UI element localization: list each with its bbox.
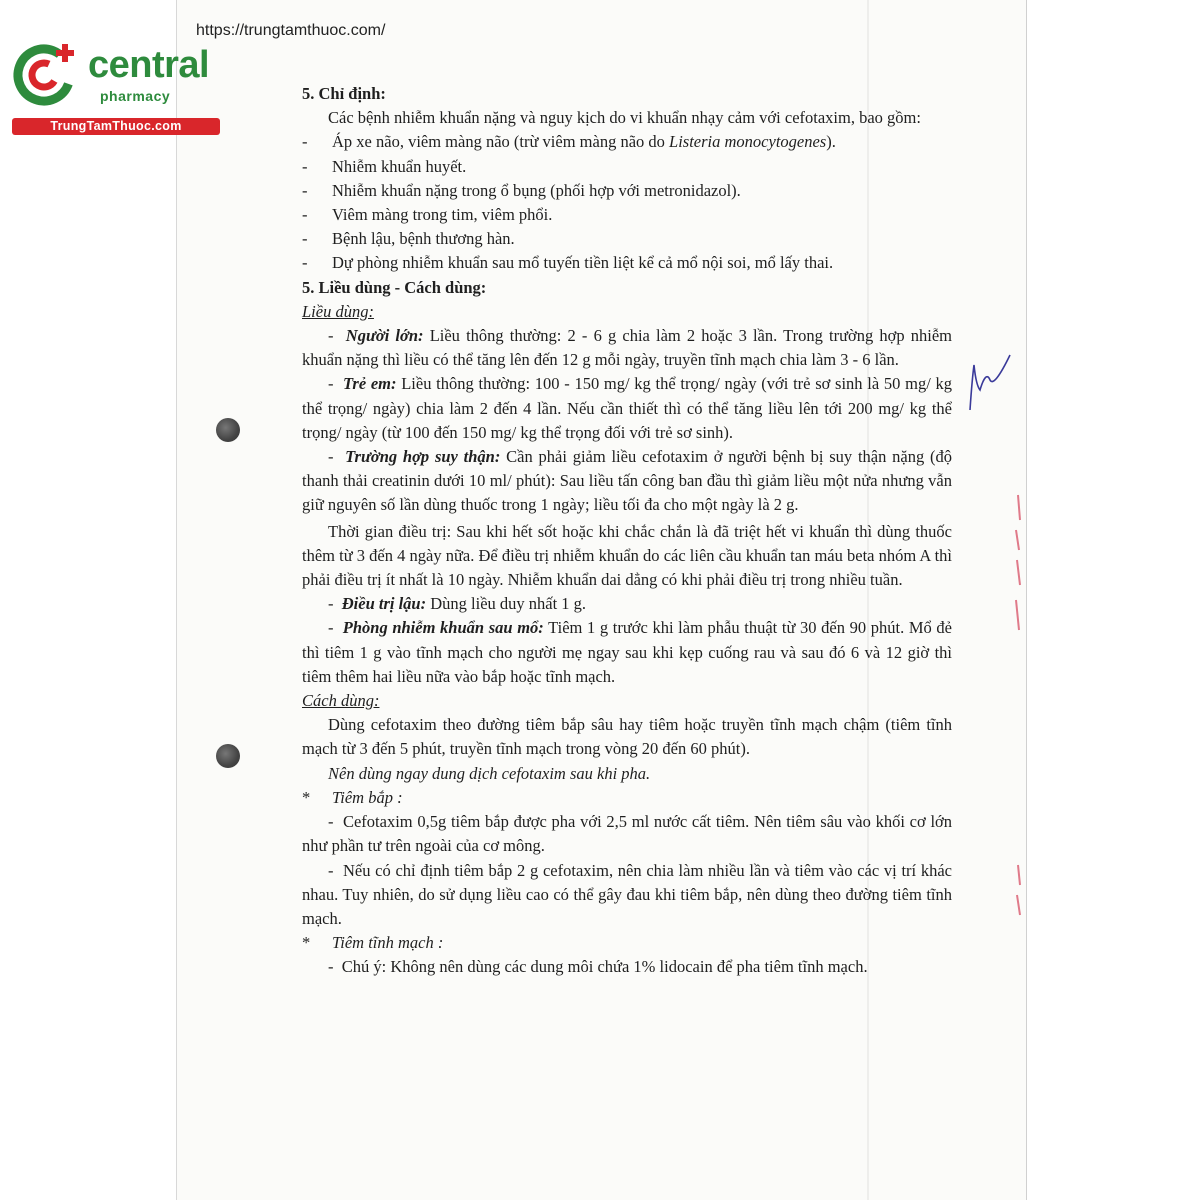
source-url[interactable]: https://trungtamthuoc.com/ (196, 22, 386, 39)
list-dash: - (302, 180, 308, 200)
renal-label: Trường hợp suy thận: (345, 447, 501, 467)
indication-text: Viêm màng trong tim, viêm phổi. (332, 205, 553, 225)
im-note-1: - Cefotaxim 0,5g tiêm bắp được pha với 2,5 ml nước cất tiêm. Nên tiêm sâu vào khối cơ lớn như phần tư trên ngoài của cơ mông. (302, 812, 953, 856)
list-dash: - (302, 156, 308, 176)
im-note-2: - Nếu có chỉ định tiêm bắp 2 g cefotaxim, nên chia làm nhiều lần và tiêm vào các vị trí khác nhau. Tuy nhiên, do sử dụng liều cao có thể gây đau khi tiêm bắp, nên dùng theo đường tiêm tĩnh mạch. (302, 860, 952, 928)
treatment-duration: Thời gian điều trị: Sau khi hết sốt hoặc khi chắc chắn là đã triệt hết vi khuẩn thì dùng thuốc thêm từ 3 đến 4 ngày nữa. Để điều trị nhiễm khuẩn do các liên cầu khuẩn tan máu beta nhóm A thì phải điều trị ít nhất là 10 ngày. Nhiễm khuẩn dai dẳng có khi phải điều trị trong nhiều tuần. (302, 521, 952, 590)
red-stamp-edge (1010, 490, 1024, 640)
section-title-dosage: 5. Liều dùng - Cách dùng: (302, 277, 487, 297)
child-text: Liều thông thường: 100 - 150 mg/ kg thể trọng/ ngày (với trẻ sơ sinh là 50 mg/ kg thể trọng/ ngày) chia làm 2 đến 4 lần. Nếu cần thiết thì có thể tăng liều lên tới 200 mg/ kg thể trọng/ ngày (từ 100 đến 150 mg/ kg thể trọng đối với trẻ sơ sinh). (302, 374, 952, 442)
indication-text: Nhiễm khuẩn nặng trong ổ bụng (phối hợp với metronidazol). (332, 180, 741, 200)
dosage-prophylaxis: - Phòng nhiễm khuẩn sau mổ: Tiêm 1 g trước khi làm phẫu thuật từ 30 đến 90 phút. Mổ đẻ thì tiêm 1 g vào tĩnh mạch cho người mẹ ngay sau khi kẹp cuống rau và sau đó 6 và 12 giờ thì tiêm thêm hai liều nữa vào bắp hoặc tĩnh mạch. (302, 618, 952, 686)
list-dash: - (302, 132, 308, 152)
indication-item (302, 130, 952, 154)
indication-text: Áp xe não, viêm màng não (trừ viêm màng não do Listeria monocytogenes). (332, 132, 836, 152)
dosage-adult: - Người lớn: Liều thông thường: 2 - 6 g chia làm 2 hoặc 3 lần. Trong trường hợp nhiễm khuẩn nặng thì liều có thể tăng lên đến 12 g mỗi ngày, truyền tĩnh mạch chia làm 3 - 6 lần. (302, 326, 952, 370)
indications-intro: Các bệnh nhiễm khuẩn nặng và nguy kịch do vi khuẩn nhạy cảm với cefotaxim, bao gồm: (328, 108, 921, 128)
indication-item (302, 155, 952, 179)
adult-label: Người lớn: (345, 326, 424, 346)
im-heading: * Tiêm bắp : (302, 787, 403, 807)
use-immediately-note: Nên dùng ngay dung dịch cefotaxim sau khi pha. (328, 763, 651, 783)
indication-text: Bệnh lậu, bệnh thương hàn. (332, 229, 515, 249)
punch-hole (216, 418, 240, 442)
indication-item (302, 227, 952, 251)
list-dash: - (302, 205, 308, 225)
indication-item (302, 179, 952, 203)
gono-text: Dùng liều duy nhất 1 g. (426, 594, 587, 614)
indication-item (302, 203, 952, 227)
iv-note-1: - Chú ý: Không nên dùng các dung môi chứa 1% lidocain để pha tiêm tĩnh mạch. (328, 957, 868, 977)
adult-text: Liều thông thường: 2 - 6 g chia làm 2 hoặc 3 lần. Trong trường hợp nhiễm khuẩn nặng thì liều có thể tăng lên đến 12 g mỗi ngày, truyền tĩnh mạch chia làm 3 - 6 lần. (302, 326, 952, 370)
iv-heading: * Tiêm tĩnh mạch : (302, 933, 444, 953)
logo-banner: TrungTamThuoc.com (12, 118, 220, 135)
red-stamp-edge (1012, 860, 1024, 920)
dosage-renal: - Trường hợp suy thận: Cần phải giảm liều cefotaxim ở người bệnh bị suy thận nặng (độ thanh thải creatinin dưới 10 ml/ phút): Sau liều tấn công ban đầu thì giảm liều một nửa nhưng vẫn giữ nguyên số lần dùng thuốc trong 1 ngày; liều tối đa cho một ngày là 2 g. (302, 447, 952, 515)
dosage-gonorrhea: - Điều trị lậu: Dùng liều duy nhất 1 g. (328, 594, 587, 614)
indications-list (302, 130, 952, 275)
logo-name: central (88, 44, 210, 86)
signature-mark (960, 350, 1020, 420)
renal-text: Cần phải giảm liều cefotaxim ở người bệnh bị suy thận nặng (độ thanh thải creatinin dưới 10 ml/ phút): Sau liều tấn công ban đầu thì giảm liều một nửa nhưng vẫn giữ nguyên số lần dùng thuốc trong 1 ngày; liều tối đa cho một ngày là 2 g. (302, 447, 952, 515)
indication-text: Dự phòng nhiễm khuẩn sau mổ tuyến tiền liệt kể cả mổ nội soi, mổ lấy thai. (332, 253, 834, 273)
dosage-child: - Trẻ em: Liều thông thường: 100 - 150 mg/ kg thể trọng/ ngày (với trẻ sơ sinh là 50 mg/ kg thể trọng/ ngày) chia làm 2 đến 4 lần. Nếu cần thiết thì có thể tăng liều lên tới 200 mg/ kg thể trọng/ ngày (từ 100 đến 150 mg/ kg thể trọng đối với trẻ sơ sinh). (302, 374, 952, 442)
prophy-text: Tiêm 1 g trước khi làm phẫu thuật từ 30 đến 90 phút. Mổ đẻ thì tiêm 1 g vào tĩnh mạch cho người mẹ ngay sau khi kẹp cuống rau và sau đó 6 và 12 giờ thì tiêm thêm hai liều nữa vào bắp hoặc tĩnh mạch. (302, 618, 952, 686)
document-body (302, 82, 952, 980)
dosage-subheading: Liều dùng: (302, 301, 374, 321)
indication-text: Nhiễm khuẩn huyết. (332, 156, 467, 176)
logo-subtitle: pharmacy (100, 88, 171, 104)
section-title-indications: 5. Chỉ định: (302, 84, 386, 103)
administration-subheading: Cách dùng: (302, 691, 380, 711)
pharmacy-cross-icon (10, 38, 82, 108)
list-dash: - (302, 229, 308, 249)
prophy-label: Phòng nhiễm khuẩn sau mổ: (342, 618, 544, 638)
route-text: Dùng cefotaxim theo đường tiêm bắp sâu hay tiêm hoặc truyền tĩnh mạch chậm (tiêm tĩnh mạch từ 3 đến 5 phút, truyền tĩnh mạch trong vòng 20 đến 60 phút). (302, 715, 952, 759)
child-label: Trẻ em: (342, 374, 397, 394)
indication-item (302, 251, 952, 275)
list-dash: - (302, 253, 308, 273)
gono-label: Điều trị lậu: (341, 594, 427, 614)
left-margin (0, 0, 176, 1200)
right-margin (1025, 0, 1200, 1200)
punch-hole (216, 744, 240, 768)
central-pharmacy-logo[interactable] (10, 38, 220, 138)
